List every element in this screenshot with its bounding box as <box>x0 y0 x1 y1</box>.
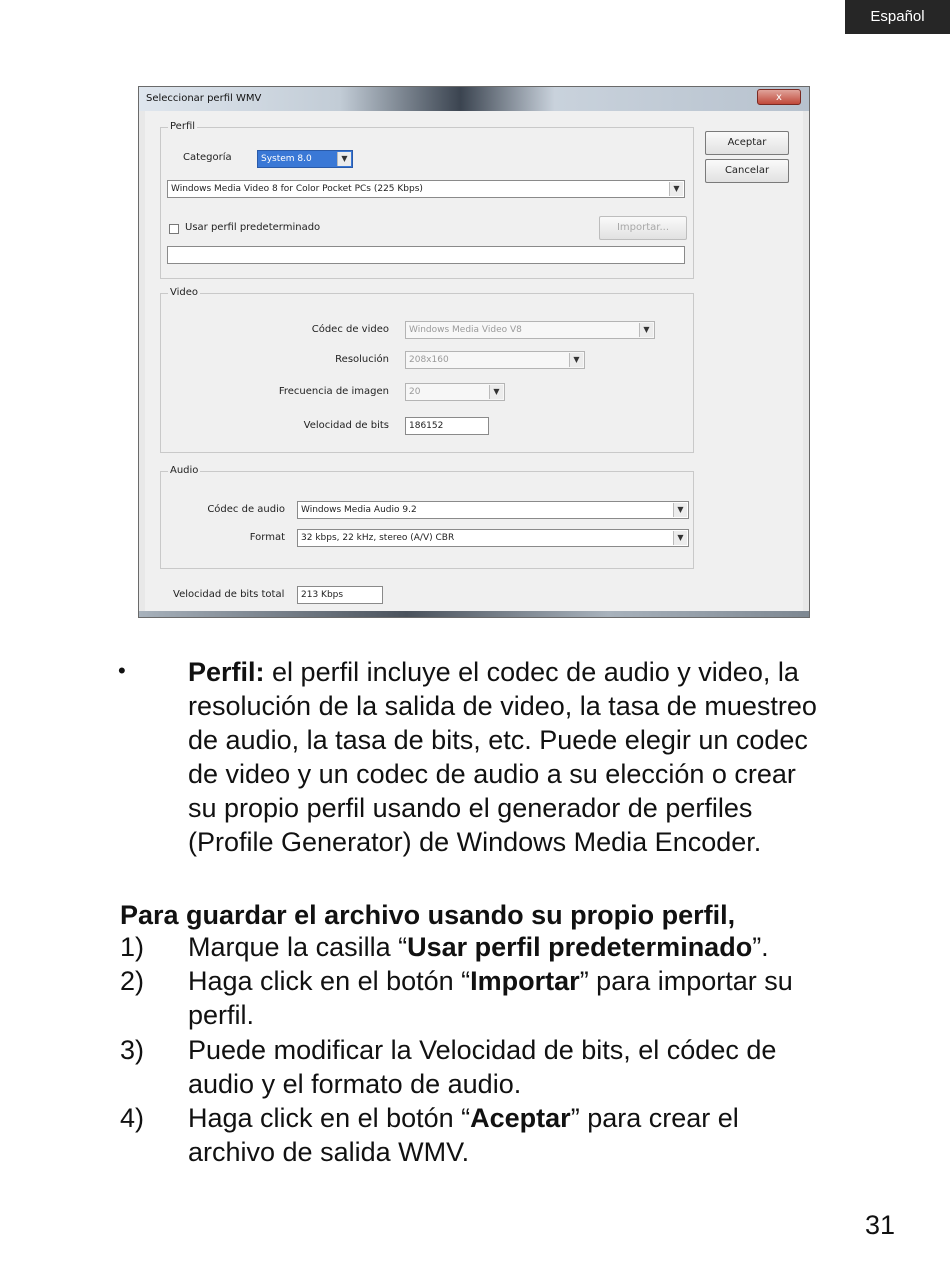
resolution-label: Resolución <box>335 354 389 365</box>
chevron-down-icon[interactable]: ▼ <box>673 503 687 517</box>
total-bitrate-field: 213 Kbps <box>297 586 383 604</box>
profile-line-6: (Profile Generator) de Windows Media Encoder. <box>188 827 762 857</box>
step-4-text: Haga click en el botón “Aceptar” para crear el archivo de salida WMV. <box>188 1103 739 1167</box>
chevron-down-icon[interactable]: ▼ <box>337 152 351 166</box>
format-select[interactable]: 32 kbps, 22 kHz, stereo (A/V) CBR ▼ <box>297 529 689 547</box>
step-2-number: 2) <box>120 966 145 996</box>
bitrate-label: Velocidad de bits <box>303 420 389 431</box>
step-3-text: Puede modificar la Velocidad de bits, el códec de audio y el formato de audio. <box>188 1035 777 1099</box>
chevron-down-icon[interactable]: ▼ <box>673 531 687 545</box>
profile-select[interactable]: Windows Media Video 8 for Color Pocket PCs (225 Kbps) ▼ <box>167 180 685 198</box>
audio-legend: Audio <box>170 465 199 476</box>
dialog-bottom-edge <box>139 611 809 617</box>
step-4-number: 4) <box>120 1103 145 1133</box>
accept-button[interactable]: Aceptar <box>705 131 789 155</box>
profile-line-5: su propio perfil usando el generador de perfiles <box>188 793 753 823</box>
profile-line-2: resolución de la salida de video, la tasa de muestreo <box>188 691 817 721</box>
chevron-down-icon[interactable]: ▼ <box>569 353 583 367</box>
framerate-label: Frecuencia de imagen <box>278 386 389 397</box>
bullet-marker: • <box>118 658 126 683</box>
step-2-text: Haga click en el botón “Importar” para importar su perfil. <box>188 966 793 1030</box>
audio-codec-select[interactable]: Windows Media Audio 9.2 ▼ <box>297 501 689 519</box>
audio-group <box>160 465 694 569</box>
step-1-number: 1) <box>120 932 145 962</box>
chevron-down-icon[interactable]: ▼ <box>489 385 503 399</box>
chevron-down-icon[interactable]: ▼ <box>639 323 653 337</box>
import-button[interactable]: Importar... <box>599 216 687 240</box>
bitrate-input[interactable]: 186152 <box>405 417 489 435</box>
profile-line-1: Perfil: el perfil incluye el codec de audio y video, la <box>188 657 799 687</box>
steps-heading: Para guardar el archivo usando su propio perfil, <box>120 900 736 930</box>
video-group <box>160 287 694 453</box>
profile-path-field[interactable] <box>167 246 685 264</box>
profile-line-3: de audio, la tasa de bits, etc. Puede elegir un codec <box>188 725 808 755</box>
dialog-body <box>145 111 803 611</box>
step-1-text: Marque la casilla “Usar perfil predeterminado”. <box>188 932 769 962</box>
total-bitrate-label: Velocidad de bits total <box>173 589 285 600</box>
language-tab: Español <box>845 0 950 34</box>
profile-legend: Perfil <box>170 121 196 132</box>
dialog-title: Seleccionar perfil WMV <box>146 93 262 104</box>
profile-dialog <box>138 86 810 618</box>
resolution-select[interactable]: 208x160 ▼ <box>405 351 585 369</box>
default-profile-checkbox[interactable] <box>169 224 179 234</box>
profile-paragraph <box>188 655 908 859</box>
chevron-down-icon[interactable]: ▼ <box>669 182 683 196</box>
dialog-titlebar <box>139 87 809 111</box>
page-number: 31 <box>864 1210 895 1240</box>
audio-codec-label: Códec de audio <box>207 504 285 515</box>
video-codec-select[interactable]: Windows Media Video V8 ▼ <box>405 321 655 339</box>
profile-term: Perfil: <box>188 657 265 687</box>
profile-group <box>160 121 694 279</box>
video-codec-label: Códec de video <box>311 324 389 335</box>
category-label: Categoría <box>183 152 232 163</box>
step-3-number: 3) <box>120 1035 145 1065</box>
video-legend: Video <box>170 287 199 298</box>
framerate-select[interactable]: 20 ▼ <box>405 383 505 401</box>
profile-line-4: de video y un codec de audio a su elección o crear <box>188 759 796 789</box>
close-button[interactable]: x <box>757 89 801 105</box>
default-profile-label[interactable]: Usar perfil predeterminado <box>185 222 321 233</box>
category-select[interactable]: System 8.0 ▼ <box>257 150 353 168</box>
format-label: Format <box>249 532 285 543</box>
cancel-button[interactable]: Cancelar <box>705 159 789 183</box>
